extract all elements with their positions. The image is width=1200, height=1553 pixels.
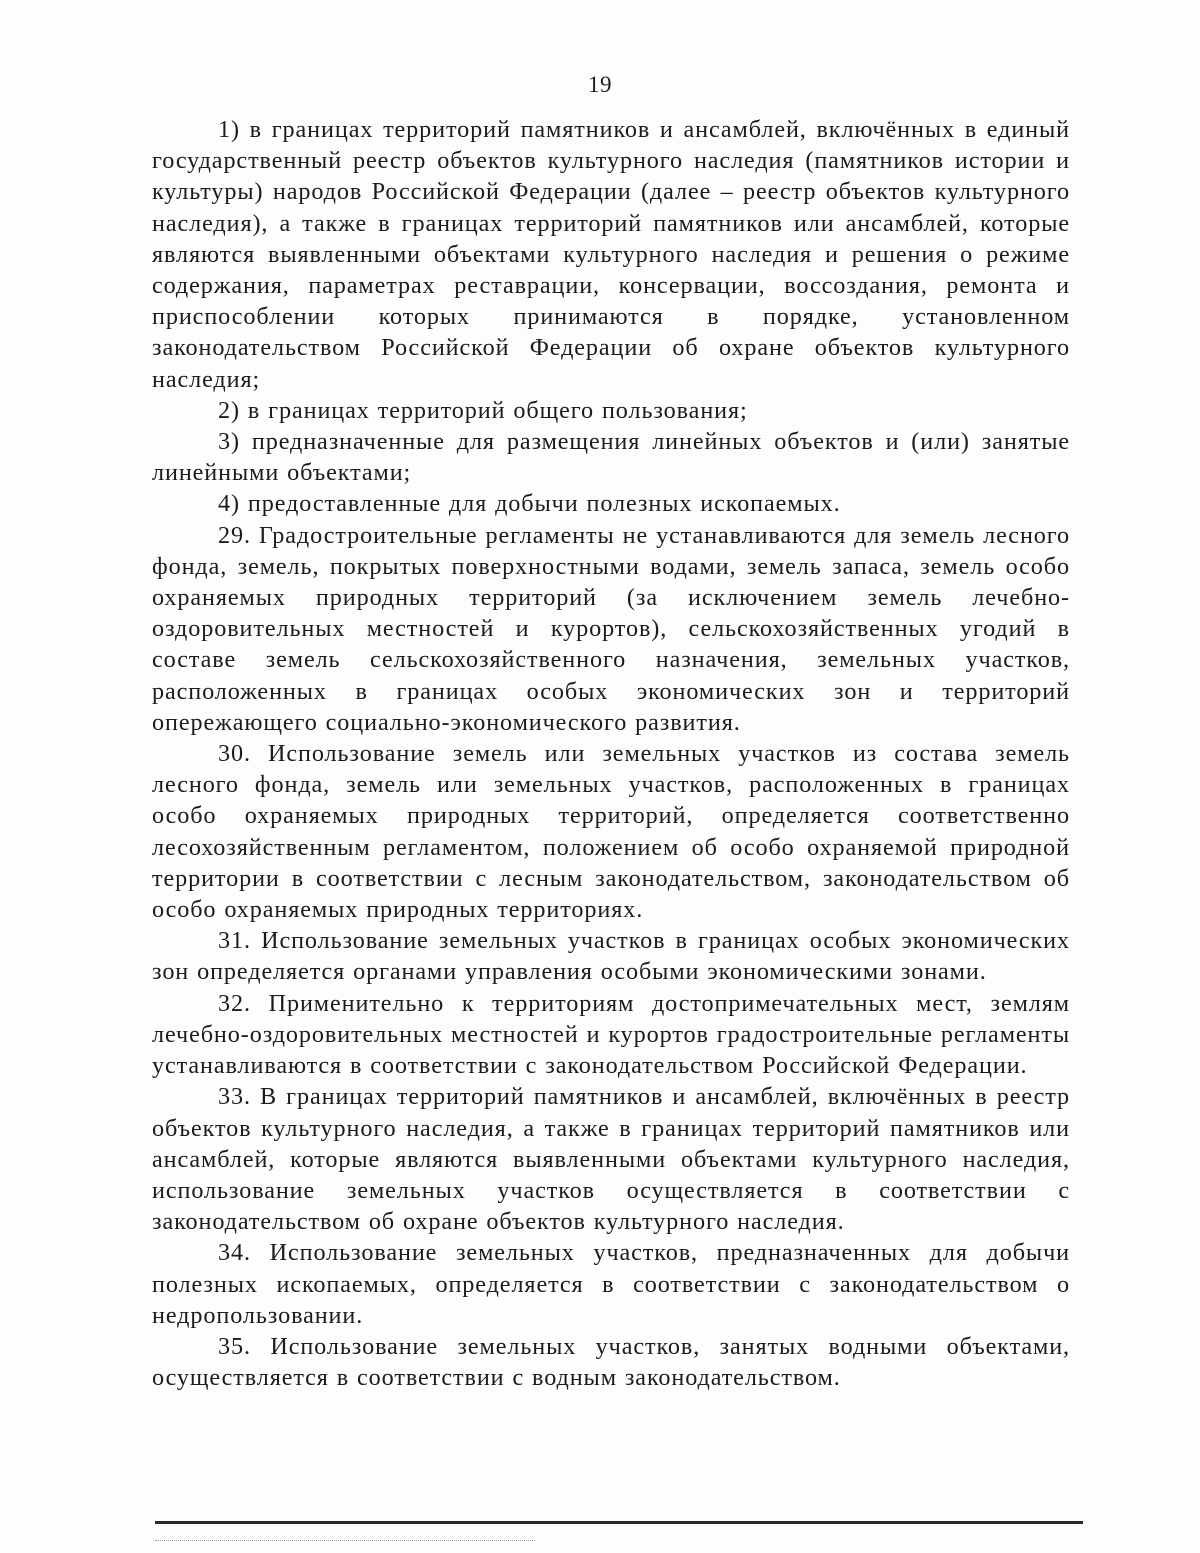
document-body [152,114,1070,1393]
paragraph-31: 31. Использование земельных участков в границах особых экономических зон определяется органами управления особыми экономическими зонами. [152,927,1070,986]
paragraph-32: 32. Применительно к территориям достопримечательных мест, землям лечебно-оздоровительных местностей и курортов градостроительные регламенты устанавливаются в соответствии с законодательством Российской Федерации. [152,989,1070,1080]
paragraph-33: 33. В границах территорий памятников и ансамблей, включённых в реестр объектов культурного наследия, а также в границах территорий памятников или ансамблей, которые являются выявленными объектами культурного наследия, использование земельных участков осуществляется в соответствии с законодательством об охране объектов культурного наследия. [152,1083,1070,1236]
paragraph-30: 30. Использование земель или земельных участков из состава земель лесного фонда, земель или земельных участков, расположенных в границах особо охраняемых природных территорий, определяется соответственно лесохозяйственным регламентом, положением об особо охраняемой природной территории в соответствии с лесным законодательством, законодательством об особо охраняемых природных территориях. [152,740,1070,924]
paragraph-35: 35. Использование земельных участков, занятых водными объектами, осуществляется в соответствии с водным законодательством. [152,1332,1070,1392]
page-number: 19 [588,72,612,97]
paragraph-item-4: 4) предоставленные для добычи полезных ископаемых. [218,490,841,518]
paragraph-item-3: 3) предназначенные для размещения линейных объектов и (или) занятые линейными объектами; [152,428,1070,487]
paragraph-34: 34. Использование земельных участков, предназначенных для добычи полезных ископаемых, определяется в соответствии с законодательством о недропользовании. [152,1239,1070,1329]
footer-cropped-line [155,1540,535,1541]
footer-divider [155,1521,1083,1524]
paragraph-item-1: 1) в границах территорий памятников и ансамблей, включённых в единый государственный реестр объектов культурного наследия (памятников истории и культуры) народов Российской Федерации (далее – реестр объектов культурного наследия), а также в границах территорий памятников или ансамблей, которые являются выявленными объектами культурного наследия и решения о режиме содержания, параметрах реставрации, консервации, воссоздания, ремонта и приспособлении которых принимаются в порядке, установленном законодательством Российской Федерации об охране объектов культурного наследия; [152,116,1070,393]
paragraph-29: 29. Градостроительные регламенты не устанавливаются для земель лесного фонда, земель, покрытых поверхностными водами, земель запаса, земель особо охраняемых природных территорий (за исключением земель лечебно-оздоровительных местностей и курортов), сельскохозяйственных угодий в составе земель сельскохозяйственного назначения, земельных участков, расположенных в границах особых экономических зон и территорий опережающего социально-экономического развития. [152,521,1070,736]
paragraph-item-2: 2) в границах территорий общего пользования; [218,396,748,424]
